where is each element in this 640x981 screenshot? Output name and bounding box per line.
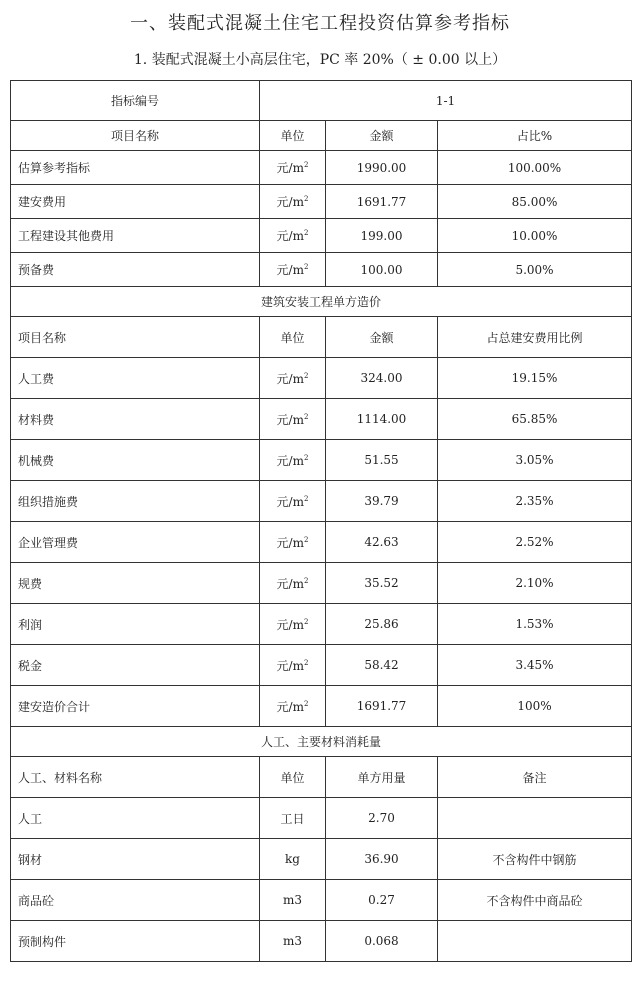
index-label: 指标编号 xyxy=(11,81,260,121)
unit-cell xyxy=(260,358,326,399)
unit-sup: 2 xyxy=(303,412,309,421)
unit-text: 元/m xyxy=(276,576,304,591)
ratio: 85.00% xyxy=(438,185,632,219)
item-name: 商品砼 xyxy=(11,880,260,921)
item-name: 企业管理费 xyxy=(11,522,260,563)
item-name: 人工费 xyxy=(11,358,260,399)
item-name: 预制构件 xyxy=(11,921,260,962)
table-row xyxy=(11,522,632,563)
unit-sup: 2 xyxy=(303,699,309,708)
ratio: 1.53% xyxy=(438,604,632,645)
column-header: 人工、材料名称 xyxy=(11,757,260,798)
note xyxy=(438,798,632,839)
ratio: 100% xyxy=(438,686,632,727)
section2-header-row xyxy=(11,317,632,358)
unit-sup: 2 xyxy=(303,161,309,169)
unit-text: 元/m xyxy=(276,229,304,243)
unit-text: 元/m xyxy=(276,494,304,509)
ratio: 3.05% xyxy=(438,440,632,481)
item-name: 利润 xyxy=(11,604,260,645)
table-row xyxy=(11,440,632,481)
ratio: 2.35% xyxy=(438,481,632,522)
ratio: 65.85% xyxy=(438,399,632,440)
amount: 39.79 xyxy=(326,481,438,522)
column-header: 单位 xyxy=(260,121,326,151)
amount: 1990.00 xyxy=(326,151,438,185)
column-header: 项目名称 xyxy=(11,121,260,151)
column-header: 金额 xyxy=(326,317,438,358)
unit-cell xyxy=(260,151,326,185)
ratio: 19.15% xyxy=(438,358,632,399)
column-header: 占总建安费用比例 xyxy=(438,317,632,358)
unit-cell xyxy=(260,219,326,253)
unit-sup: 2 xyxy=(303,371,309,380)
column-header: 备注 xyxy=(438,757,632,798)
item-name: 钢材 xyxy=(11,839,260,880)
quantity: 0.068 xyxy=(326,921,438,962)
unit-cell xyxy=(260,481,326,522)
unit-cell xyxy=(260,253,326,287)
sub-title: 1. 装配式混凝土小高层住宅，PC 率 20%（ ± 0.00 以上） xyxy=(133,52,507,68)
unit-text: 元/m xyxy=(276,535,304,550)
amount: 324.00 xyxy=(326,358,438,399)
table-row xyxy=(11,563,632,604)
section2-title-row xyxy=(11,287,632,317)
column-header: 单位 xyxy=(260,757,326,798)
unit-text: 元/m xyxy=(276,658,304,673)
cost-index-table xyxy=(10,80,632,962)
item-name: 人工 xyxy=(11,798,260,839)
item-name: 预备费 xyxy=(11,253,260,287)
quantity: 0.27 xyxy=(326,880,438,921)
ratio: 100.00% xyxy=(438,151,632,185)
item-name: 组织措施费 xyxy=(11,481,260,522)
column-header: 单方用量 xyxy=(326,757,438,798)
ratio: 3.45% xyxy=(438,645,632,686)
table-row xyxy=(11,481,632,522)
unit-cell xyxy=(260,185,326,219)
unit-sup: 2 xyxy=(303,617,309,626)
unit-text: 元/m xyxy=(276,263,304,277)
table-row xyxy=(11,604,632,645)
table-row xyxy=(11,185,632,219)
unit-cell xyxy=(260,399,326,440)
unit-text: 元/m xyxy=(276,371,304,386)
item-name: 建安费用 xyxy=(11,185,260,219)
unit-sup: 2 xyxy=(303,263,309,271)
unit-sup: 2 xyxy=(303,229,309,237)
page-title: 一、装配式混凝土住宅工程投资估算参考指标 xyxy=(130,13,510,34)
unit-text: 元/m xyxy=(276,195,304,209)
unit-sup: 2 xyxy=(303,576,309,585)
section1-header-row xyxy=(11,121,632,151)
unit-cell: m3 xyxy=(260,921,326,962)
column-header: 项目名称 xyxy=(11,317,260,358)
unit-sup: 2 xyxy=(303,453,309,462)
unit-text: 元/m xyxy=(276,412,304,427)
amount: 1114.00 xyxy=(326,399,438,440)
unit-cell xyxy=(260,440,326,481)
table-row xyxy=(11,686,632,727)
section3-title-row xyxy=(11,727,632,757)
table-row xyxy=(11,151,632,185)
column-header: 金额 xyxy=(326,121,438,151)
amount: 100.00 xyxy=(326,253,438,287)
note: 不含构件中商品砼 xyxy=(438,880,632,921)
ratio: 5.00% xyxy=(438,253,632,287)
table-row xyxy=(11,921,632,962)
amount: 1691.77 xyxy=(326,185,438,219)
unit-sup: 2 xyxy=(303,535,309,544)
column-header: 单位 xyxy=(260,317,326,358)
ratio: 2.10% xyxy=(438,563,632,604)
note xyxy=(438,921,632,962)
unit-cell xyxy=(260,686,326,727)
index-value: 1-1 xyxy=(260,81,632,121)
table-row xyxy=(11,645,632,686)
section3-header-row xyxy=(11,757,632,798)
amount: 199.00 xyxy=(326,219,438,253)
item-name: 建安造价合计 xyxy=(11,686,260,727)
unit-text: 元/m xyxy=(276,161,304,175)
amount: 1691.77 xyxy=(326,686,438,727)
amount: 58.42 xyxy=(326,645,438,686)
unit-cell xyxy=(260,563,326,604)
item-name: 材料费 xyxy=(11,399,260,440)
unit-sup: 2 xyxy=(303,195,309,203)
section-title: 人工、主要材料消耗量 xyxy=(11,727,632,757)
table-row xyxy=(11,399,632,440)
item-name: 规费 xyxy=(11,563,260,604)
item-name: 税金 xyxy=(11,645,260,686)
table-row xyxy=(11,358,632,399)
amount: 42.63 xyxy=(326,522,438,563)
unit-cell: kg xyxy=(260,839,326,880)
unit-text: 元/m xyxy=(276,617,304,632)
unit-cell: m3 xyxy=(260,880,326,921)
amount: 25.86 xyxy=(326,604,438,645)
unit-cell xyxy=(260,604,326,645)
amount: 51.55 xyxy=(326,440,438,481)
unit-text: 元/m xyxy=(276,453,304,468)
unit-sup: 2 xyxy=(303,658,309,667)
table-row xyxy=(11,880,632,921)
table-row xyxy=(11,253,632,287)
quantity: 2.70 xyxy=(326,798,438,839)
column-header: 占比% xyxy=(438,121,632,151)
note: 不含构件中钢筋 xyxy=(438,839,632,880)
item-name: 机械费 xyxy=(11,440,260,481)
table-row xyxy=(11,798,632,839)
ratio: 10.00% xyxy=(438,219,632,253)
amount: 35.52 xyxy=(326,563,438,604)
unit-sup: 2 xyxy=(303,494,309,503)
item-name: 估算参考指标 xyxy=(11,151,260,185)
ratio: 2.52% xyxy=(438,522,632,563)
quantity: 36.90 xyxy=(326,839,438,880)
unit-cell xyxy=(260,522,326,563)
index-row xyxy=(11,81,632,121)
unit-cell: 工日 xyxy=(260,798,326,839)
unit-text: 元/m xyxy=(276,699,304,714)
table-row xyxy=(11,219,632,253)
unit-cell xyxy=(260,645,326,686)
item-name: 工程建设其他费用 xyxy=(11,219,260,253)
table-row xyxy=(11,839,632,880)
section-title: 建筑安装工程单方造价 xyxy=(11,287,632,317)
